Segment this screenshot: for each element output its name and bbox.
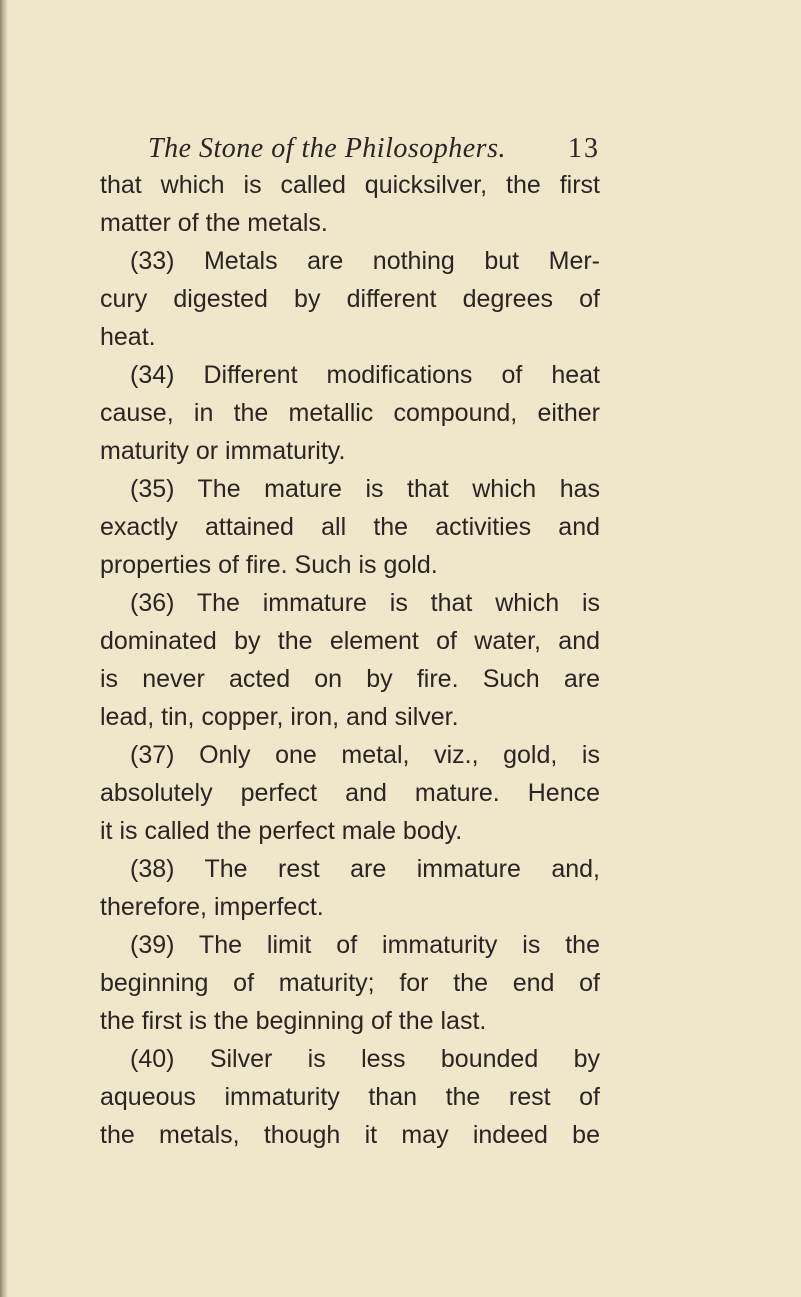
text-line: lead, tin, copper, iron, and silver. [100, 703, 459, 731]
page-number: 13 [568, 133, 600, 164]
text-line: (39) The limit of immaturity is the [130, 931, 600, 959]
text-line: aqueous immaturity than the rest of [100, 1083, 600, 1111]
text-line: (37) Only one metal, viz., gold, is [130, 741, 600, 769]
text-line: heat. [100, 323, 156, 351]
running-title: The Stone of the Philosophers. [148, 133, 506, 164]
text-line: (35) The mature is that which has [130, 475, 600, 503]
text-line: cause, in the metallic compound, either [100, 399, 600, 427]
text-line: it is called the perfect male body. [100, 817, 463, 845]
text-line: properties of fire. Such is gold. [100, 551, 438, 579]
text-line: (38) The rest are immature and, [130, 855, 600, 883]
text-line: that which is called quicksilver, the first [100, 171, 600, 199]
text-line: maturity or immaturity. [100, 437, 346, 465]
text-line: matter of the metals. [100, 209, 328, 237]
text-line: (34) Different modifications of heat [130, 361, 600, 389]
text-line: exactly attained all the activities and [100, 513, 600, 541]
text-line: is never acted on by fire. Such are [100, 665, 600, 693]
text-line: absolutely perfect and mature. Hence [100, 779, 600, 807]
text-line: beginning of maturity; for the end of [100, 969, 600, 997]
text-line: the first is the beginning of the last. [100, 1007, 487, 1035]
text-line: (33) Metals are nothing but Mer- [130, 247, 600, 275]
text-line: dominated by the element of water, and [100, 627, 600, 655]
text-line: cury digested by different degrees of [100, 285, 600, 313]
text-line: the metals, though it may indeed be [100, 1121, 600, 1149]
running-header [148, 133, 600, 169]
text-line: (40) Silver is less bounded by [130, 1045, 600, 1073]
text-line: therefore, imperfect. [100, 893, 324, 921]
text-line: (36) The immature is that which is [130, 589, 600, 617]
body-text [100, 166, 600, 1154]
page-binding-edge [0, 0, 8, 1297]
